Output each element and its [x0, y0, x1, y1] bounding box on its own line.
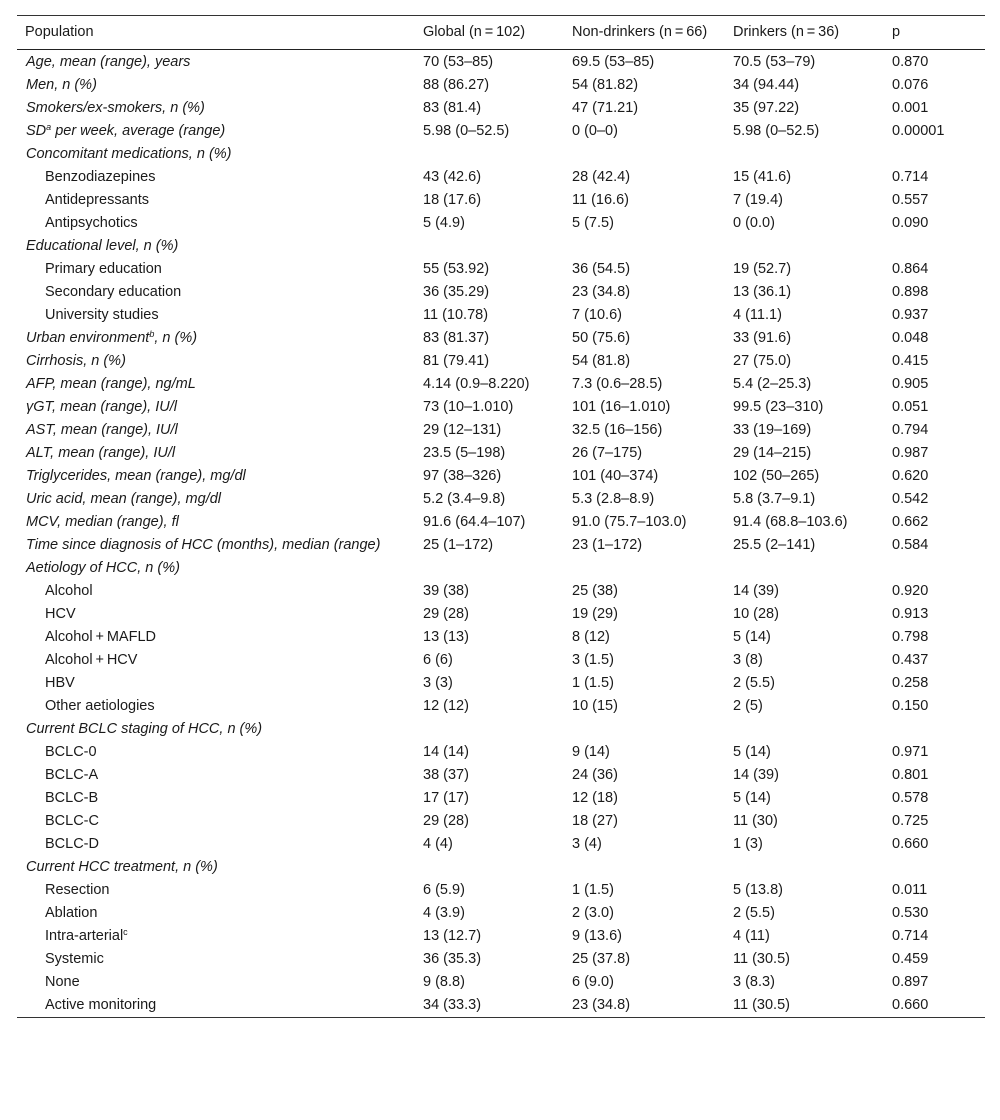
cell-non-drinkers: 23 (1–172) — [572, 537, 643, 553]
cell-global — [415, 143, 564, 166]
header-drinkers: Drinkers (n = 36) — [733, 24, 840, 40]
cell-p-value: 0.048 — [892, 330, 929, 346]
header-global: Global (n = 102) — [423, 24, 526, 40]
cell-global: 70 (53–85) — [423, 54, 494, 70]
row-sublabel: BCLC-D — [45, 836, 99, 852]
cell-p-value: 0.011 — [892, 882, 928, 898]
cell-non-drinkers: 24 (36) — [572, 767, 618, 783]
cell-global: 9 (8.8) — [423, 974, 465, 990]
cell-p-value — [884, 235, 985, 258]
cell-p-value: 0.662 — [892, 514, 929, 530]
table-row — [17, 511, 985, 534]
cell-drinkers: 33 (91.6) — [733, 330, 792, 346]
cell-non-drinkers: 9 (13.6) — [572, 928, 622, 944]
cell-drinkers — [725, 557, 884, 580]
cell-global: 13 (13) — [423, 629, 469, 645]
cell-p-value: 0.584 — [892, 537, 929, 553]
header-non-drinkers: Non-drinkers (n = 66) — [572, 24, 708, 40]
cell-non-drinkers: 28 (42.4) — [572, 169, 631, 185]
row-sublabel: Primary education — [45, 261, 162, 277]
cell-p-value: 0.898 — [892, 284, 929, 300]
cell-global: 4 (3.9) — [423, 905, 465, 921]
cell-non-drinkers: 6 (9.0) — [572, 974, 614, 990]
row-label — [17, 120, 415, 143]
cell-drinkers: 14 (39) — [733, 767, 779, 783]
table-row — [17, 580, 985, 603]
row-label: MCV, median (range), fl — [26, 514, 179, 530]
table-row — [17, 97, 985, 120]
table-row — [17, 166, 985, 189]
row-sublabel: None — [45, 974, 80, 990]
characteristics-table — [17, 15, 985, 1018]
row-label: ALT, mean (range), IU/l — [26, 445, 176, 461]
cell-drinkers: 11 (30) — [733, 813, 778, 829]
table-row — [17, 649, 985, 672]
cell-non-drinkers: 5 (7.5) — [572, 215, 614, 231]
table-row — [17, 925, 985, 948]
row-label: Cirrhosis, n (%) — [26, 353, 126, 369]
cell-drinkers: 102 (50–265) — [733, 468, 820, 484]
cell-global: 38 (37) — [423, 767, 469, 783]
row-sublabel: Antipsychotics — [45, 215, 138, 231]
cell-non-drinkers: 101 (16–1.010) — [572, 399, 671, 415]
cell-non-drinkers: 1 (1.5) — [572, 882, 614, 898]
cell-non-drinkers: 19 (29) — [572, 606, 618, 622]
header-p: p — [892, 24, 901, 40]
cell-global: 81 (79.41) — [423, 353, 490, 369]
row-label: Triglycerides, mean (range), mg/dl — [26, 468, 246, 484]
cell-drinkers: 1 (3) — [733, 836, 763, 852]
cell-non-drinkers: 23 (34.8) — [572, 997, 631, 1013]
cell-p-value: 0.001 — [892, 100, 929, 116]
row-label-text: Urban environment — [26, 330, 150, 346]
row-label: Concomitant medications, n (%) — [26, 146, 232, 162]
cell-p-value: 0.150 — [892, 698, 929, 714]
cell-p-value: 0.530 — [892, 905, 929, 921]
cell-drinkers: 2 (5.5) — [733, 905, 775, 921]
cell-non-drinkers: 1 (1.5) — [572, 675, 614, 691]
cell-non-drinkers: 36 (54.5) — [572, 261, 631, 277]
cell-p-value — [884, 557, 985, 580]
row-sublabel: BCLC-B — [45, 790, 99, 806]
cell-drinkers: 11 (30.5) — [733, 997, 790, 1013]
cell-global: 6 (5.9) — [423, 882, 465, 898]
cell-drinkers: 2 (5.5) — [733, 675, 775, 691]
cell-p-value: 0.725 — [892, 813, 929, 829]
table-row — [17, 281, 985, 304]
cell-drinkers: 7 (19.4) — [733, 192, 783, 208]
cell-non-drinkers: 2 (3.0) — [572, 905, 614, 921]
cell-drinkers: 99.5 (23–310) — [733, 399, 824, 415]
cell-global: 34 (33.3) — [423, 997, 482, 1013]
cell-p-value: 0.870 — [892, 54, 929, 70]
cell-p-value: 0.937 — [892, 307, 929, 323]
table-row — [17, 442, 985, 465]
cell-drinkers — [725, 856, 884, 879]
cell-global: 29 (12–131) — [423, 422, 502, 438]
table-row — [17, 764, 985, 787]
cell-p-value: 0.920 — [892, 583, 929, 599]
cell-non-drinkers: 5.3 (2.8–8.9) — [572, 491, 655, 507]
cell-p-value: 0.051 — [892, 399, 929, 415]
cell-global: 4 (4) — [423, 836, 453, 852]
cell-non-drinkers: 0 (0–0) — [572, 123, 618, 139]
table-row — [17, 143, 985, 166]
table-row — [17, 856, 985, 879]
cell-drinkers: 34 (94.44) — [733, 77, 800, 93]
cell-p-value — [884, 718, 985, 741]
cell-global: 36 (35.3) — [423, 951, 482, 967]
table-row — [17, 672, 985, 695]
cell-non-drinkers: 10 (15) — [572, 698, 618, 714]
cell-global: 91.6 (64.4–107) — [423, 514, 526, 530]
cell-p-value: 0.415 — [892, 353, 929, 369]
row-sublabel: Systemic — [45, 951, 104, 967]
table-row — [17, 810, 985, 833]
cell-drinkers: 27 (75.0) — [733, 353, 792, 369]
cell-p-value: 0.542 — [892, 491, 929, 507]
row-label: γGT, mean (range), IU/l — [26, 399, 177, 415]
cell-non-drinkers — [564, 718, 725, 741]
cell-global: 23.5 (5–198) — [423, 445, 506, 461]
row-sublabel: Benzodiazepines — [45, 169, 156, 185]
cell-global: 29 (28) — [423, 813, 469, 829]
cell-p-value: 0.090 — [892, 215, 929, 231]
row-sublabel: Active monitoring — [45, 997, 157, 1013]
cell-global — [415, 856, 564, 879]
cell-non-drinkers: 50 (75.6) — [572, 330, 631, 346]
cell-drinkers: 4 (11.1) — [733, 307, 782, 323]
row-sublabel: BCLC-0 — [45, 744, 97, 760]
row-label: Current HCC treatment, n (%) — [26, 859, 218, 875]
header-population: Population — [25, 24, 94, 40]
row-sublabel: Ablation — [45, 905, 98, 921]
cell-drinkers: 11 (30.5) — [733, 951, 790, 967]
table-row — [17, 419, 985, 442]
table-row — [17, 603, 985, 626]
cell-global: 83 (81.37) — [423, 330, 490, 346]
cell-p-value: 0.897 — [892, 974, 929, 990]
cell-global: 73 (10–1.010) — [423, 399, 514, 415]
cell-non-drinkers: 7 (10.6) — [572, 307, 622, 323]
cell-drinkers: 33 (19–169) — [733, 422, 812, 438]
table-row — [17, 373, 985, 396]
cell-drinkers: 5 (13.8) — [733, 882, 783, 898]
cell-global: 4.14 (0.9–8.220) — [423, 376, 530, 392]
row-sublabel: HBV — [45, 675, 75, 691]
row-label: Time since diagnosis of HCC (months), median (range) — [26, 537, 381, 553]
row-sublabel: Secondary education — [45, 284, 182, 300]
cell-global: 13 (12.7) — [423, 928, 482, 944]
table-header — [17, 16, 985, 50]
table-row — [17, 994, 985, 1018]
table-row — [17, 948, 985, 971]
cell-non-drinkers: 9 (14) — [572, 744, 610, 760]
cell-drinkers: 10 (28) — [733, 606, 779, 622]
table-row — [17, 488, 985, 511]
cell-global: 39 (38) — [423, 583, 469, 599]
cell-drinkers: 4 (11) — [733, 928, 770, 944]
row-sublabel: Antidepressants — [45, 192, 149, 208]
cell-p-value — [884, 143, 985, 166]
cell-non-drinkers: 25 (37.8) — [572, 951, 631, 967]
table-row — [17, 971, 985, 994]
cell-drinkers — [725, 235, 884, 258]
header-row — [17, 16, 985, 50]
row-sublabel: Alcohol + MAFLD — [45, 629, 156, 645]
row-sublabel: University studies — [45, 307, 159, 323]
cell-non-drinkers: 54 (81.82) — [572, 77, 639, 93]
table-row — [17, 258, 985, 281]
cell-global: 25 (1–172) — [423, 537, 494, 553]
cell-drinkers: 5 (14) — [733, 790, 771, 806]
row-sublabel: Resection — [45, 882, 110, 898]
row-sublabel: Other aetiologies — [45, 698, 155, 714]
table-row — [17, 741, 985, 764]
cell-non-drinkers: 8 (12) — [572, 629, 610, 645]
cell-p-value: 0.00001 — [892, 123, 945, 139]
cell-p-value: 0.258 — [892, 675, 929, 691]
cell-non-drinkers: 3 (1.5) — [572, 652, 614, 668]
cell-drinkers — [725, 718, 884, 741]
cell-p-value: 0.971 — [892, 744, 929, 760]
cell-global: 88 (86.27) — [423, 77, 490, 93]
cell-global: 29 (28) — [423, 606, 469, 622]
cell-global — [415, 557, 564, 580]
cell-global: 36 (35.29) — [423, 284, 490, 300]
cell-non-drinkers: 101 (40–374) — [572, 468, 659, 484]
table-row — [17, 465, 985, 488]
cell-drinkers: 15 (41.6) — [733, 169, 792, 185]
cell-drinkers: 5.8 (3.7–9.1) — [733, 491, 816, 507]
cell-drinkers: 19 (52.7) — [733, 261, 792, 277]
row-sublabel: Alcohol + HCV — [45, 652, 138, 668]
cell-global: 12 (12) — [423, 698, 469, 714]
row-label: Uric acid, mean (range), mg/dl — [26, 491, 222, 507]
cell-non-drinkers: 12 (18) — [572, 790, 618, 806]
row-sublabel: BCLC-A — [45, 767, 99, 783]
cell-drinkers: 3 (8) — [733, 652, 763, 668]
cell-global: 55 (53.92) — [423, 261, 490, 277]
table-row — [17, 833, 985, 856]
cell-non-drinkers — [564, 856, 725, 879]
cell-drinkers: 13 (36.1) — [733, 284, 792, 300]
cell-p-value: 0.801 — [892, 767, 929, 783]
row-label — [17, 327, 415, 350]
cell-p-value: 0.660 — [892, 997, 929, 1013]
cell-p-value: 0.714 — [892, 928, 929, 944]
table-row — [17, 396, 985, 419]
cell-p-value: 0.987 — [892, 445, 929, 461]
row-label: AFP, mean (range), ng/mL — [26, 376, 196, 392]
table-container — [17, 15, 985, 1018]
row-label: AST, mean (range), IU/l — [26, 422, 178, 438]
cell-p-value — [884, 856, 985, 879]
cell-p-value: 0.076 — [892, 77, 929, 93]
cell-drinkers — [725, 143, 884, 166]
cell-drinkers: 5.4 (2–25.3) — [733, 376, 812, 392]
cell-global: 5.98 (0–52.5) — [423, 123, 510, 139]
cell-drinkers: 35 (97.22) — [733, 100, 800, 116]
cell-global: 83 (81.4) — [423, 100, 482, 116]
table-row — [17, 534, 985, 557]
row-label: Men, n (%) — [26, 77, 97, 93]
cell-global: 11 (10.78) — [423, 307, 489, 323]
cell-non-drinkers: 18 (27) — [572, 813, 618, 829]
row-label: Smokers/ex-smokers, n (%) — [26, 100, 205, 116]
cell-non-drinkers — [564, 143, 725, 166]
cell-drinkers: 5 (14) — [733, 629, 771, 645]
cell-non-drinkers: 7.3 (0.6–28.5) — [572, 376, 663, 392]
cell-global — [415, 235, 564, 258]
cell-p-value: 0.557 — [892, 192, 929, 208]
cell-drinkers: 2 (5) — [733, 698, 763, 714]
cell-p-value: 0.459 — [892, 951, 929, 967]
cell-p-value: 0.437 — [892, 652, 929, 668]
table-row — [17, 235, 985, 258]
cell-non-drinkers: 32.5 (16–156) — [572, 422, 663, 438]
table-row — [17, 787, 985, 810]
cell-p-value: 0.798 — [892, 629, 929, 645]
cell-p-value: 0.913 — [892, 606, 929, 622]
table-row — [17, 189, 985, 212]
table-row — [17, 718, 985, 741]
cell-drinkers: 0 (0.0) — [733, 215, 775, 231]
cell-p-value: 0.864 — [892, 261, 929, 277]
table-body — [17, 50, 985, 1018]
cell-non-drinkers: 54 (81.8) — [572, 353, 631, 369]
cell-global: 97 (38–326) — [423, 468, 502, 484]
cell-drinkers: 5.98 (0–52.5) — [733, 123, 820, 139]
cell-non-drinkers: 26 (7–175) — [572, 445, 643, 461]
table-row — [17, 879, 985, 902]
row-label: Current BCLC staging of HCC, n (%) — [26, 721, 263, 737]
table-row — [17, 212, 985, 235]
cell-p-value: 0.620 — [892, 468, 929, 484]
cell-drinkers: 70.5 (53–79) — [733, 54, 816, 70]
table-row — [17, 304, 985, 327]
table-row — [17, 50, 985, 75]
row-label: Educational level, n (%) — [26, 238, 179, 254]
cell-p-value: 0.714 — [892, 169, 929, 185]
cell-global: 3 (3) — [423, 675, 453, 691]
row-label-rest: , n (%) — [154, 330, 198, 346]
row-label-text: SD — [26, 123, 47, 139]
cell-drinkers: 25.5 (2–141) — [733, 537, 816, 553]
cell-global: 18 (17.6) — [423, 192, 482, 208]
cell-p-value: 0.660 — [892, 836, 929, 852]
cell-p-value: 0.578 — [892, 790, 929, 806]
cell-global: 17 (17) — [423, 790, 469, 806]
table-row — [17, 350, 985, 373]
cell-drinkers: 5 (14) — [733, 744, 771, 760]
cell-p-value: 0.794 — [892, 422, 929, 438]
cell-p-value: 0.905 — [892, 376, 929, 392]
cell-global: 6 (6) — [423, 652, 453, 668]
cell-non-drinkers: 25 (38) — [572, 583, 618, 599]
table-row — [17, 902, 985, 925]
row-label-rest: per week, average (range) — [51, 123, 226, 139]
cell-non-drinkers: 23 (34.8) — [572, 284, 631, 300]
table-row — [17, 695, 985, 718]
cell-non-drinkers: 91.0 (75.7–103.0) — [572, 514, 687, 530]
footnote-marker: a — [46, 122, 52, 132]
cell-global — [415, 718, 564, 741]
footnote-marker: b — [149, 329, 155, 339]
table-row — [17, 327, 985, 350]
cell-drinkers: 14 (39) — [733, 583, 779, 599]
row-label: Age, mean (range), years — [26, 54, 191, 70]
cell-non-drinkers: 11 (16.6) — [572, 192, 629, 208]
row-sublabel: Alcohol — [45, 583, 93, 599]
cell-non-drinkers: 47 (71.21) — [572, 100, 639, 116]
cell-drinkers: 91.4 (68.8–103.6) — [733, 514, 848, 530]
cell-drinkers: 3 (8.3) — [733, 974, 775, 990]
footnote-marker: c — [123, 927, 128, 937]
table-row — [17, 74, 985, 97]
row-sublabel — [17, 925, 415, 948]
table-row — [17, 626, 985, 649]
cell-non-drinkers — [564, 235, 725, 258]
row-label-text: Intra-arterial — [45, 928, 124, 944]
row-sublabel: HCV — [45, 606, 76, 622]
row-sublabel: BCLC-C — [45, 813, 99, 829]
cell-global: 5 (4.9) — [423, 215, 465, 231]
cell-non-drinkers: 3 (4) — [572, 836, 602, 852]
cell-non-drinkers — [564, 557, 725, 580]
cell-drinkers: 29 (14–215) — [733, 445, 812, 461]
cell-global: 14 (14) — [423, 744, 469, 760]
cell-global: 43 (42.6) — [423, 169, 482, 185]
table-row — [17, 557, 985, 580]
row-label: Aetiology of HCC, n (%) — [26, 560, 180, 576]
cell-non-drinkers: 69.5 (53–85) — [572, 54, 655, 70]
cell-global: 5.2 (3.4–9.8) — [423, 491, 506, 507]
table-row — [17, 120, 985, 143]
